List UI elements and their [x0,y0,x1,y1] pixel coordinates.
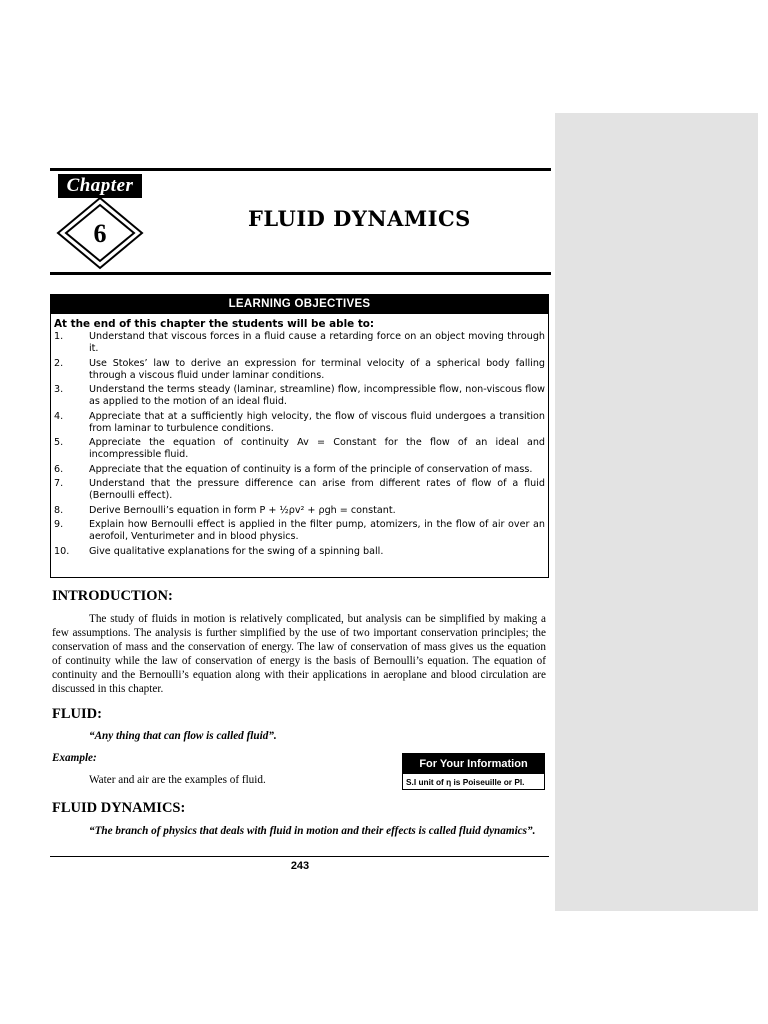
learning-objective-text: Appreciate the equation of continuity Av = Constant for the flow of an ideal and incompressible fluid. [89,437,545,460]
for-your-information-box [402,753,545,790]
learning-objective-number: 6. [54,463,64,475]
learning-objective-item [51,331,548,355]
page-number: 243 [290,860,310,872]
chapter-tag: Chapter [58,174,142,198]
fluid-heading: FLUID: [52,706,102,722]
learning-objective-item [51,505,548,517]
learning-objective-item [51,464,548,476]
learning-objective-number: 1. [54,331,64,342]
learning-objective-text: Derive Bernoulli’s equation in form P + ½ρv² + ρgh = constant. [89,504,396,516]
header-top-rule [50,168,551,171]
chapter-title: FLUID DYNAMICS [248,206,471,231]
learning-objective-number: 3. [54,384,64,395]
comment-pane [555,113,758,911]
learning-objective-number: 10. [54,545,70,557]
footer-rule [50,856,549,857]
learning-objective-number: 2. [54,357,64,369]
learning-objective-number: 8. [54,504,64,516]
learning-objective-number: 4. [54,410,64,422]
header-bottom-rule [50,272,551,275]
learning-objective-text: Appreciate that the equation of continuity is a form of the principle of conservation of mass. [89,463,533,475]
learning-objective-text: Explain how Bernoulli effect is applied in the filter pump, atomizers, in the flow of air over an aerofoil, Venturimeter and in blood physics. [89,519,545,542]
example-label: Example: [52,752,97,764]
learning-objective-item [51,411,548,435]
learning-objective-text: Give qualitative explanations for the swing of a spinning ball. [89,545,384,557]
learning-objective-text: Understand the terms steady (laminar, streamline) flow, incompressible flow, non-viscous flow as applied to the motion of an ideal fluid. [89,384,545,407]
example-text: Water and air are the examples of fluid. [89,774,266,786]
learning-objectives-box [50,294,549,578]
chapter-number: 6 [93,219,107,248]
learning-objectives-intro: At the end of this chapter the students will be able to: [54,318,375,330]
fluid-dynamics-definition: “The branch of physics that deals with fluid in motion and their effects is called fluid dynamics”. [89,825,536,837]
learning-objectives-header: LEARNING OBJECTIVES [51,295,548,314]
fluid-dynamics-heading: FLUID DYNAMICS: [52,800,186,816]
learning-objective-number: 7. [54,478,64,489]
learning-objective-text: Use Stokes’ law to derive an expression for terminal velocity of a spherical body falling through a viscous fluid under laminar conditions. [89,357,545,381]
learning-objective-item [51,478,548,502]
learning-objective-text: Appreciate that at a sufficiently high velocity, the flow of viscous fluid undergoes a transition from laminar to turbulence conditions. [89,410,545,434]
fluid-definition: “Any thing that can flow is called fluid”. [89,730,277,742]
learning-objective-item [51,437,548,461]
learning-objective-item [51,519,548,543]
learning-objective-text: Understand that the pressure difference can arise from different rates of flow of a fluid (Bernoulli effect). [89,478,545,501]
learning-objective-text: Understand that viscous forces in a fluid cause a retarding force on an object moving through it. [89,331,545,354]
learning-objective-item [51,384,548,408]
fyi-body: S.I unit of η is Poiseuille or Pl. [406,777,525,787]
learning-objective-number: 9. [54,519,64,530]
fyi-heading: For Your Information [403,754,544,774]
learning-objectives-list [51,331,548,558]
introduction-heading: INTRODUCTION: [52,588,173,604]
learning-objective-item [51,546,548,558]
learning-objective-item [51,358,548,382]
introduction-paragraph: The study of fluids in motion is relatively complicated, but analysis can be simplified by making a few assumptions. The analysis is further simplified by the use of two important conservation principles; the conservation of mass and the conservation of energy. The law of conservation of mass gives us the equation of continuity while the law of conservation of energy is the basis of Bernoulli’s equation. The equation of continuity and the Bernoulli’s equation along with their applications in aeroplane and blood circulation are discussed in this chapter. [52,613,546,695]
chapter-number-diamond [56,196,144,270]
learning-objective-number: 5. [54,437,64,448]
